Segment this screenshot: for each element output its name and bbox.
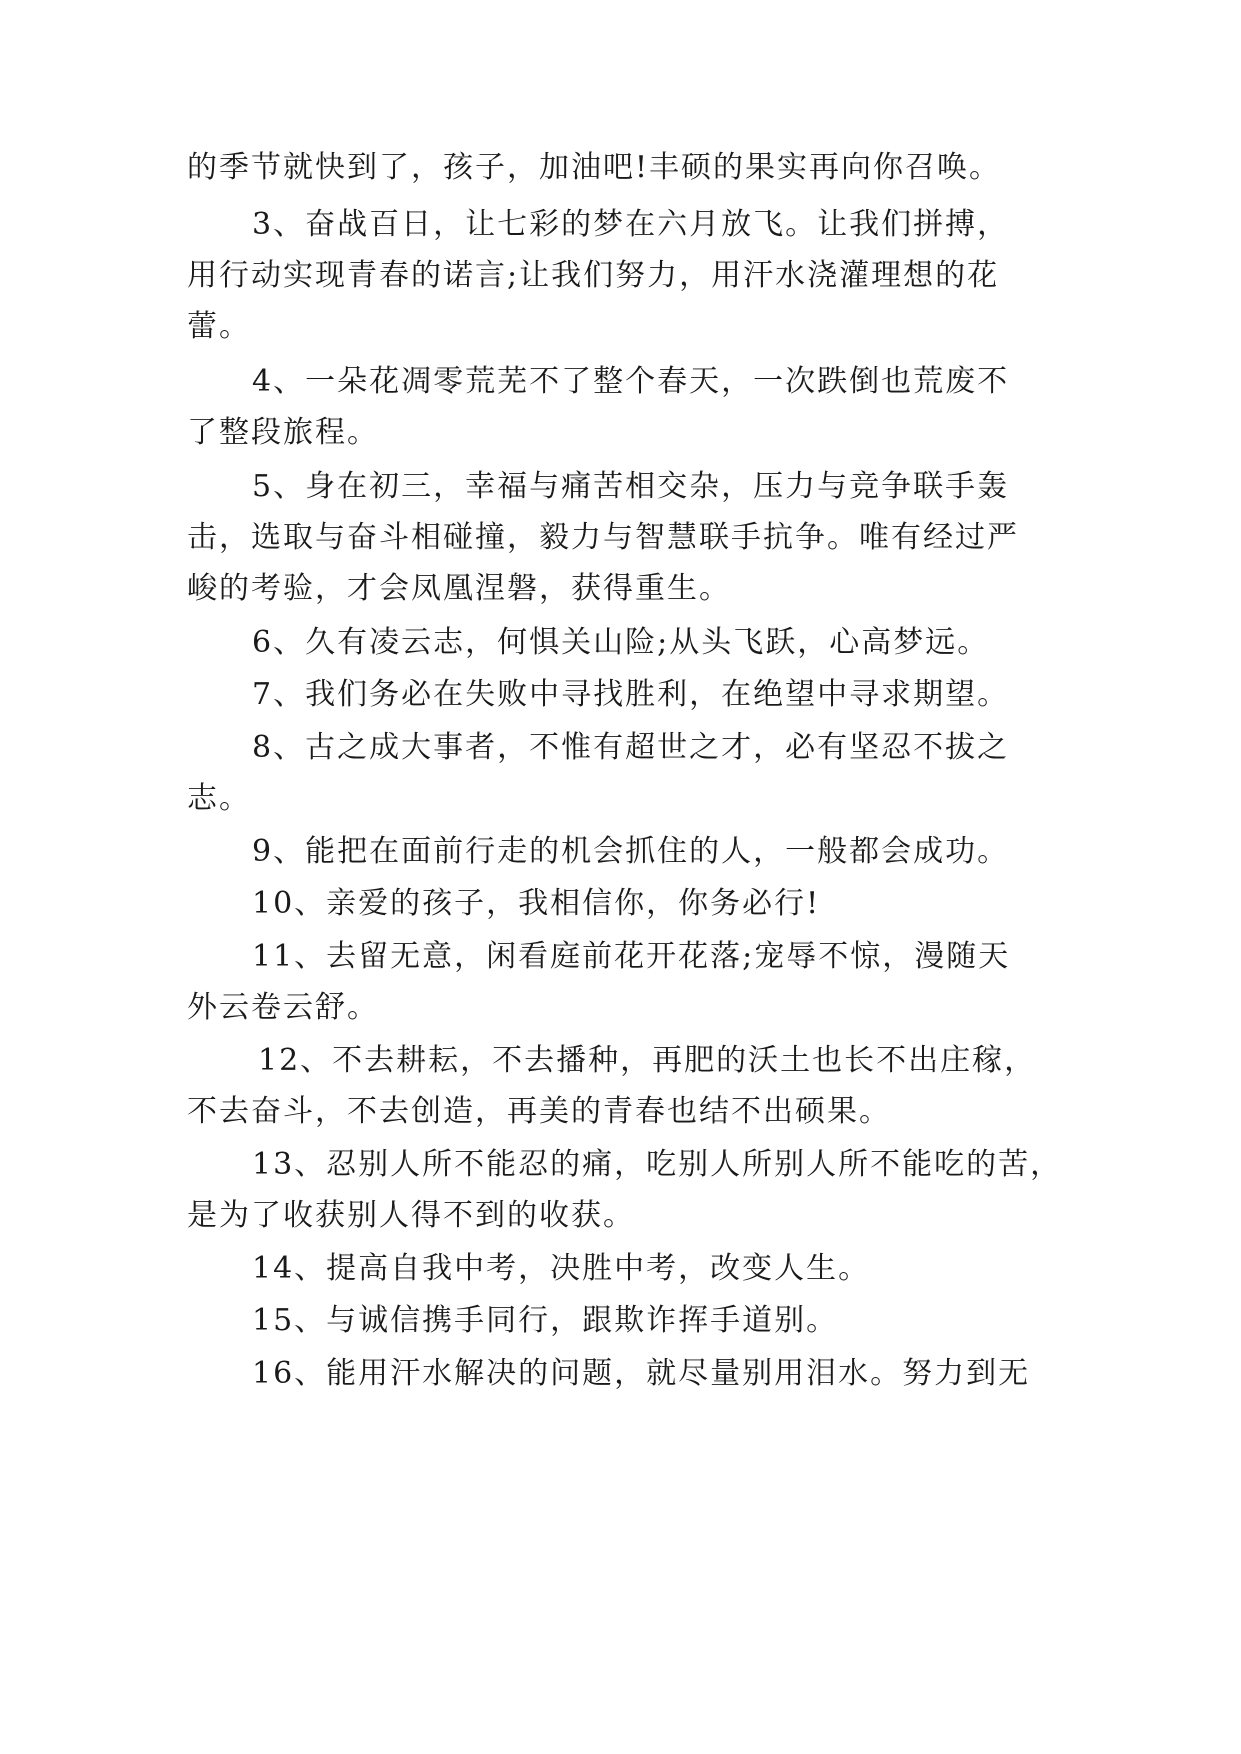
- list-item: 10、亲爱的孩子，我相信你，你务必行!: [252, 886, 821, 921]
- list-item: 9、能把在面前行走的机会抓住的人，一般都会成功。: [252, 834, 1010, 869]
- list-item: 5、身在初三，幸福与痛苦相交杂，压力与竞争联手轰: [252, 469, 1010, 504]
- text-line: 志。: [187, 781, 251, 816]
- text-line: 蕾。: [187, 309, 251, 344]
- list-item: 11、去留无意，闲看庭前花开花落;宠辱不惊，漫随天: [252, 939, 1011, 974]
- text-line: 了整段旅程。: [187, 415, 379, 450]
- list-item: 4、一朵花凋零荒芜不了整个春天，一次跌倒也荒废不: [252, 364, 1010, 399]
- text-line: 峻的考验，才会凤凰涅磐，获得重生。: [187, 571, 731, 606]
- list-item: 12、不去耕耘，不去播种，再肥的沃土也长不出庄稼，: [258, 1043, 1037, 1078]
- text-line: 不去奋斗，不去创造，再美的青春也结不出硕果。: [187, 1094, 891, 1129]
- text-line: 用行动实现青春的诺言;让我们努力，用汗水浇灌理想的花: [187, 258, 1000, 293]
- list-item: 6、久有凌云志，何惧关山险;从头飞跃，心高梦远。: [252, 625, 990, 660]
- list-item: 14、提高自我中考，决胜中考，改变人生。: [252, 1251, 871, 1286]
- list-item: 3、奋战百日，让七彩的梦在六月放飞。让我们拼搏，: [252, 207, 1010, 242]
- list-item: 8、古之成大事者，不惟有超世之才，必有坚忍不拔之: [252, 730, 1010, 765]
- list-item: 13、忍别人所不能忍的痛，吃别人所别人所不能吃的苦，: [252, 1147, 1063, 1182]
- list-item: 16、能用汗水解决的问题，就尽量别用泪水。努力到无: [252, 1356, 1031, 1391]
- text-line: 的季节就快到了，孩子，加油吧!丰硕的果实再向你召唤。: [187, 150, 1002, 185]
- text-line: 是为了收获别人得不到的收获。: [187, 1198, 635, 1233]
- text-line: 击，选取与奋斗相碰撞，毅力与智慧联手抗争。唯有经过严: [187, 520, 1019, 555]
- list-item: 15、与诚信携手同行，跟欺诈挥手道别。: [252, 1303, 839, 1338]
- list-item: 7、我们务必在失败中寻找胜利，在绝望中寻求期望。: [252, 677, 1010, 712]
- text-line: 外云卷云舒。: [187, 990, 379, 1025]
